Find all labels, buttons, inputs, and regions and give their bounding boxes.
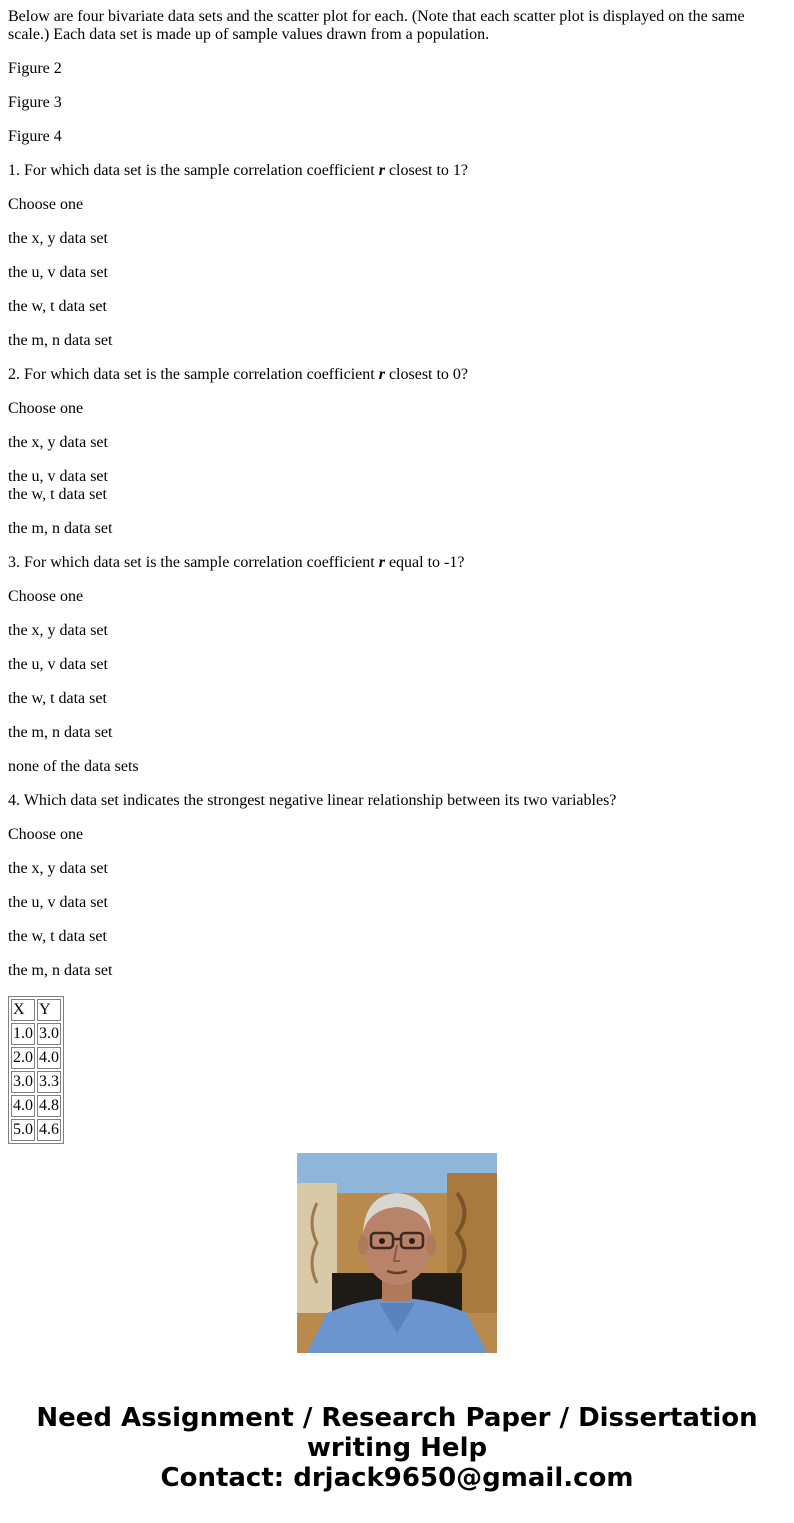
q2-option-wt[interactable]: the w, t data set <box>8 486 107 503</box>
promo-line-1: Need Assignment / Research Paper / Dissertation <box>36 1403 758 1433</box>
cell-x: 1.0 <box>11 1023 35 1045</box>
table-row <box>11 1047 61 1069</box>
q1-option-wt[interactable]: the w, t data set <box>8 298 107 315</box>
q3-option-uv[interactable]: the u, v data set <box>8 656 108 673</box>
xy-data-table <box>8 996 64 1144</box>
choose-one-label: Choose one <box>8 400 84 417</box>
cell-y: 3.3 <box>37 1071 61 1093</box>
cell-x: 4.0 <box>11 1095 35 1117</box>
cell-y: 3.0 <box>37 1023 61 1045</box>
header-y: Y <box>37 999 61 1021</box>
cell-y: 4.8 <box>37 1095 61 1117</box>
table-row <box>11 1119 61 1141</box>
q4-option-uv[interactable]: the u, v data set <box>8 894 108 911</box>
intro-paragraph: Below are four bivariate data sets and the scatter plot for each. (Note that each scatter plot is displayed on the same scale.) Each data set is made up of sample values drawn from a population. <box>8 8 745 43</box>
question-1: 1. For which data set is the sample correlation coefficient r closest to 1? <box>8 162 469 179</box>
cell-y: 4.6 <box>37 1119 61 1141</box>
q4-option-mn[interactable]: the m, n data set <box>8 962 113 979</box>
promo-banner <box>0 1403 794 1493</box>
q1-option-mn[interactable]: the m, n data set <box>8 332 113 349</box>
tutor-portrait-image <box>297 1153 497 1353</box>
q2-option-mn[interactable]: the m, n data set <box>8 520 113 537</box>
data-table-container <box>8 996 786 1138</box>
promo-line-2: writing Help <box>306 1433 488 1463</box>
q3-option-none[interactable]: none of the data sets <box>8 758 139 775</box>
q3-option-wt[interactable]: the w, t data set <box>8 690 107 707</box>
r-variable: r <box>378 162 385 179</box>
question-4: 4. Which data set indicates the strongest negative linear relationship between its two variables? <box>8 792 617 809</box>
cell-y: 4.0 <box>37 1047 61 1069</box>
document-body <box>8 8 786 1138</box>
header-x: X <box>11 999 35 1021</box>
question-3: 3. For which data set is the sample correlation coefficient r equal to -1? <box>8 554 465 571</box>
q4-option-wt[interactable]: the w, t data set <box>8 928 107 945</box>
tutor-avatar <box>297 1153 497 1353</box>
q1-option-uv[interactable]: the u, v data set <box>8 264 108 281</box>
q2-option-xy[interactable]: the x, y data set <box>8 434 108 451</box>
figure-3-label: Figure 3 <box>8 94 62 111</box>
table-header-row <box>11 999 61 1021</box>
r-variable: r <box>378 554 385 571</box>
r-variable: r <box>378 366 385 383</box>
q3-option-xy[interactable]: the x, y data set <box>8 622 108 639</box>
choose-one-label: Choose one <box>8 588 84 605</box>
cell-x: 5.0 <box>11 1119 35 1141</box>
table-row <box>11 1023 61 1045</box>
table-row <box>11 1071 61 1093</box>
q3-option-mn[interactable]: the m, n data set <box>8 724 113 741</box>
q4-option-xy[interactable]: the x, y data set <box>8 860 108 877</box>
promo-contact[interactable]: Contact: drjack9650@gmail.com <box>160 1463 634 1493</box>
question-2: 2. For which data set is the sample correlation coefficient r closest to 0? <box>8 366 469 383</box>
table-row <box>11 1095 61 1117</box>
choose-one-label: Choose one <box>8 826 84 843</box>
cell-x: 2.0 <box>11 1047 35 1069</box>
q1-option-xy[interactable]: the x, y data set <box>8 230 108 247</box>
figure-2-label: Figure 2 <box>8 60 62 77</box>
cell-x: 3.0 <box>11 1071 35 1093</box>
q2-option-uv[interactable]: the u, v data set <box>8 468 108 485</box>
figure-4-label: Figure 4 <box>8 128 62 145</box>
choose-one-label: Choose one <box>8 196 84 213</box>
